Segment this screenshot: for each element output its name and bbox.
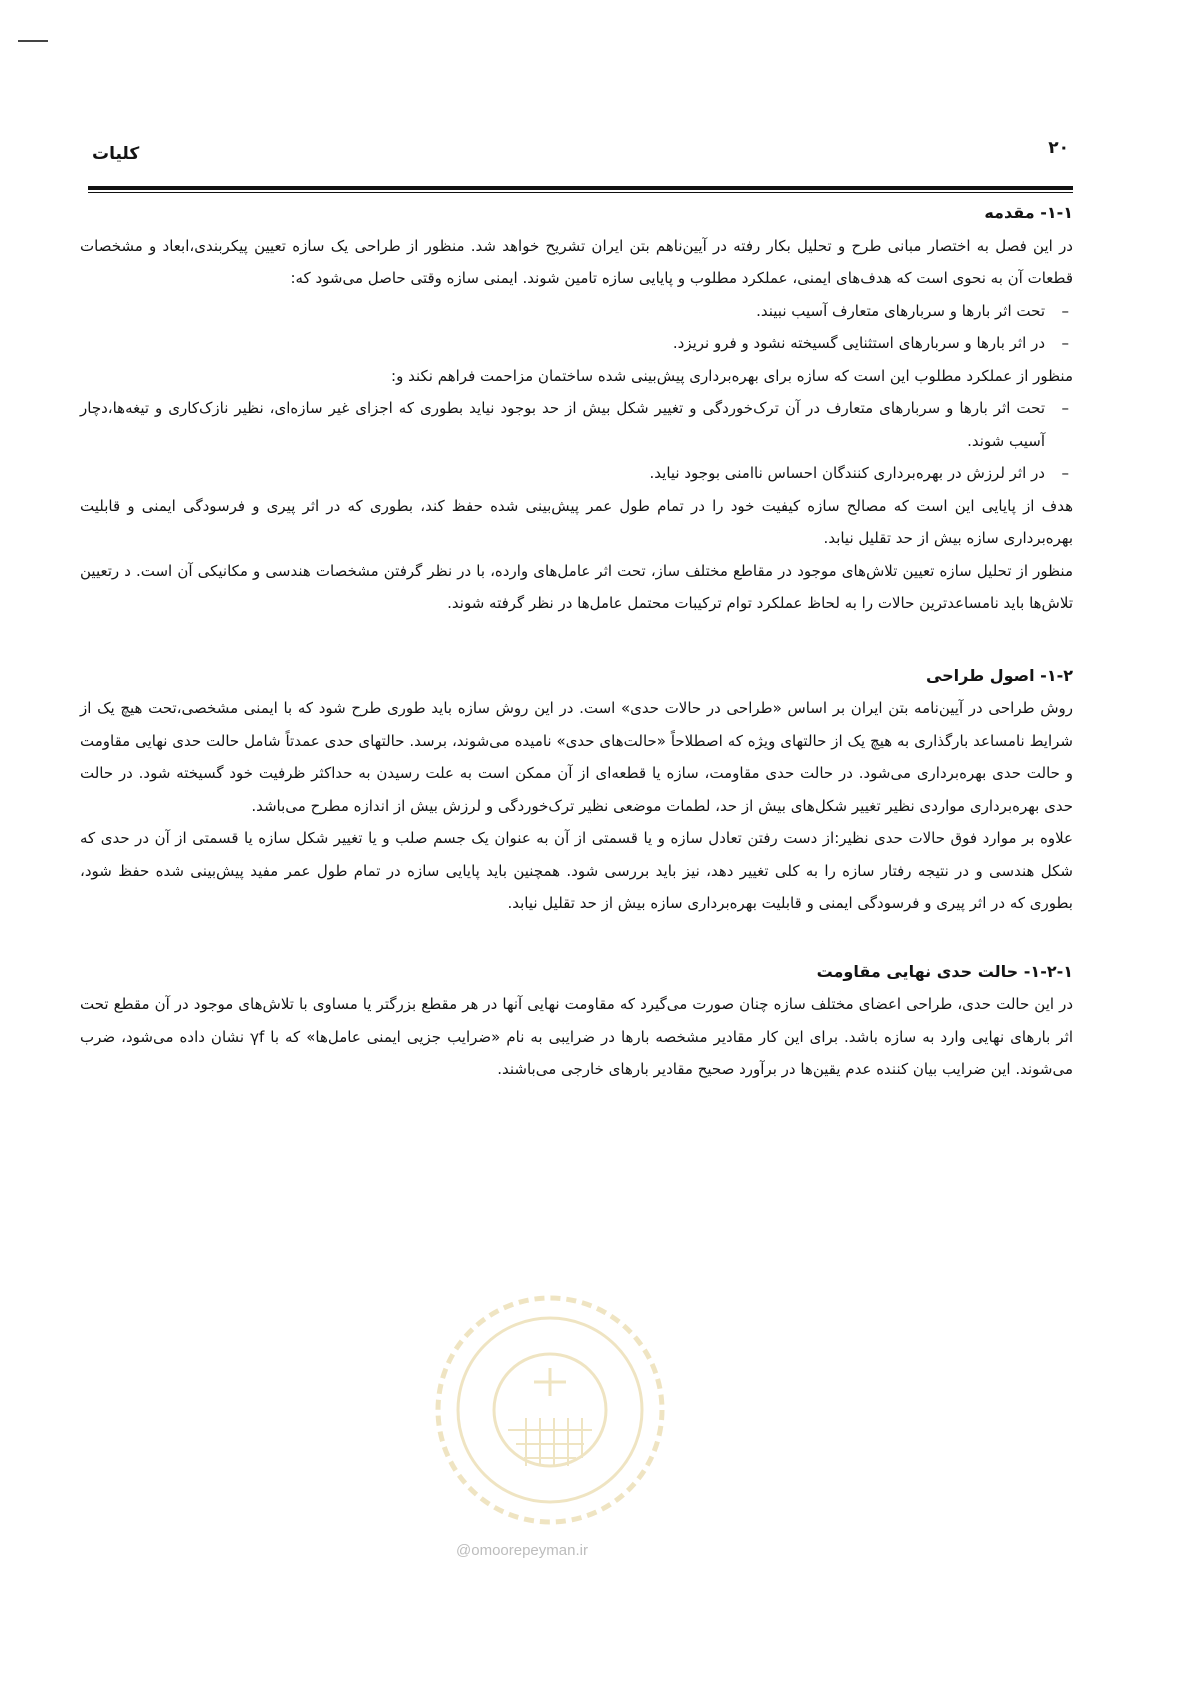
safety-list (80, 295, 1073, 360)
additional-limit-states-paragraph: علاوه بر موارد فوق حالات حدی نظیر:از دست رفتن تعادل سازه و یا قسمتی از آن به عنوان یک جسم صلب و یا تغییر شکل سازه یا قسمتی از آن در حدی که شکل هندسی و در نتیجه رفتار سازه را به کلی تغییر دهد، نیز باید بررسی شود. همچنین باید پایایی سازه در تمام طول عمر مفید پیش‌بینی شده حفظ شود، بطوری که در اثر پیری و فرسودگی ایمنی و قابلیت بهره‌برداری سازه بیش از حد تقلیل نیابد. (80, 829, 1073, 912)
section-spacer (80, 620, 1073, 660)
intro-paragraph: در این فصل به اختصار مبانی طرح و تحلیل بکار رفته در آیین‌ناهم بتن ایران تشریح خواهد شد. منظور از طراحی یک سازه تعیین پیکربندی،ابعاد و مشخصات قطعات آن به نحوی است که هدف‌های ایمنی، عملکرد مطلوب و پایایی سازه تامین شوند. ایمنی سازه وقتی حاصل می‌شود که: (80, 236, 1073, 287)
section-heading-design-principles: ۱-۲- اصول طراحی (925, 665, 1073, 685)
analysis-paragraph: منظور از تحلیل سازه تعیین تلاش‌های موجود در مقاطع مختلف ساز، تحت اثر عامل‌های وارده، با در نظر گرفتن مشخصات هندسی و مکانیکی آن است. د رتعیین تلاش‌ها باید نامساعدترین حالات را به لحاظ عملکرد توام ترکیبات محتمل عامل‌ها در نظر گرفته شوند. (80, 561, 1073, 612)
chapter-title: کلیات (92, 144, 140, 164)
ultimate-limit-state-paragraph: در این حالت حدی، طراحی اعضای مختلف سازه چنان صورت می‌گیرد که مقاومت نهایی آنها در هر مقطع بزرگتر یا مساوی با تلاش‌های موجود در آن مقطع تحت اثر بارهای نهایی وارد به سازه باشد. برای این کار مقادیر مشخصه بارها در ضرایبی به نام «ضرایب جزیی ایمنی عامل‌ها» که با γf نشان داده می‌شود، ضرب می‌شوند. این ضرایب بیان کننده عدم یقین‌ها در برآورد صحیح مقادیر بارهای خارجی می‌باشند. (80, 995, 1073, 1078)
section-spacer (80, 920, 1073, 956)
limit-states-paragraph: روش طراحی در آیین‌نامه بتن ایران بر اساس «طراحی در حالات حدی» است. در این روش سازه باید طوری طرح شود که با ایمنی مشخصی،تحت هیچ یک از شرایط نامساعد بارگذاری به هیچ یک از حالتهای ویژه که اصطلاحاً «حالت‌های حدی» نامیده می‌شوند، برسد. حالتهای حدی عمدتاً شامل حالت حدی نهایی مقاومت و حالت حدی بهره‌برداری می‌شود. در حالت حدی مقاومت، سازه یا قطعه‌ای از آن ممکن است به علت رسیدن به حداکثر ظرفیت خود گسیخته شود. در حالت حدی بهره‌برداری مواردی نظیر تغییر شکل‌های بیش از حد، لطمات موضعی نظیر ترک‌خوردگی و لرزش بیش از اندازه مطرح می‌باشد. (80, 699, 1073, 815)
section-heading-ultimate-limit-state: ۱-۲-۱- حالت حدی نهایی مقاومت (816, 961, 1073, 981)
list-item: – تحت اثر بارها و سربارهای متعارف آسیب نبیند. (80, 295, 1073, 328)
watermark-site-url: @omoorepeyman.ir (456, 1542, 588, 1559)
list-item: – تحت اثر بارها و سربارهای متعارف در آن ترک‌خوردگی و تغییر شکل بیش از حد بوجود نیاید بطوری که اجزای غیر سازه‌ای، نظیر نازک‌کاری و تیغه‌ها،دچار آسیب شوند. (80, 392, 1073, 457)
performance-paragraph: منظور از عملکرد مطلوب این است که سازه برای بهره‌برداری پیش‌بینی شده ساختمان مزاحمت فراهم نکند و: (391, 366, 1073, 385)
page-body (80, 197, 1073, 1086)
header-rule-thick (88, 186, 1073, 190)
section-heading-introduction: ۱-۱- مقدمه (984, 203, 1073, 222)
watermark-seal-logo (430, 1290, 670, 1530)
page-header (92, 138, 1069, 172)
header-rule-thin (88, 192, 1073, 193)
list-item: – در اثر بارها و سربارهای استثنایی گسیخته نشود و فرو نریزد. (80, 327, 1073, 360)
page-number: ۲۰ (1048, 138, 1069, 158)
performance-list (80, 392, 1073, 490)
durability-paragraph: هدف از پایایی این است که مصالح سازه کیفیت خود را در تمام طول عمر پیش‌بینی شده حفظ کند، بطوری که در اثر پیری و فرسودگی ایمنی و قابلیت بهره‌برداری سازه بیش از حد تقلیل نیابد. (80, 496, 1073, 547)
scan-corner-mark (18, 40, 48, 42)
list-item: – در اثر لرزش در بهره‌برداری کنندگان احساس ناامنی بوجود نیاید. (80, 457, 1073, 490)
